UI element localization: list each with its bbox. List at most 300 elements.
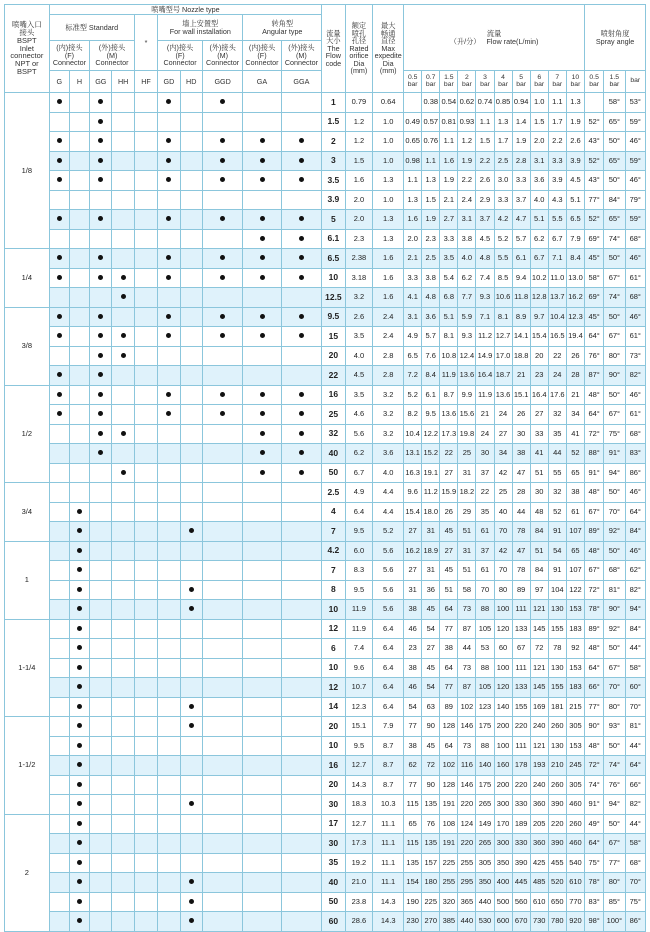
flow-rate-cell: 5.1 <box>440 307 458 327</box>
flow-rate-cell: 22 <box>476 483 494 503</box>
available-dot-icon <box>220 392 225 397</box>
connector-header-line: Connector <box>245 58 279 68</box>
flow-rate-cell: 51 <box>440 580 458 600</box>
flow-rate-cell: 5.7 <box>422 327 440 347</box>
available-dot-icon <box>166 392 171 397</box>
spray-angle-cell: 80° <box>604 873 625 893</box>
available-dot-icon <box>299 177 304 182</box>
flow-rate-cell: 52 <box>566 444 584 464</box>
flow-rate-cell: 1.9 <box>566 112 584 132</box>
flow-code-cell: 6 <box>322 639 345 659</box>
available-dot-icon <box>57 177 62 182</box>
flow-rate-cell: 220 <box>548 814 566 834</box>
flow-rate-cell: 22 <box>440 444 458 464</box>
spray-angle-cell: 50° <box>604 249 625 269</box>
flow-rate-cell: 175 <box>476 717 494 737</box>
availability-cell <box>281 132 322 152</box>
flow-rate-cell: 18.0 <box>422 502 440 522</box>
flow-rate-cell: 15.4 <box>530 327 548 347</box>
flow-rate-cell: 15.2 <box>422 444 440 464</box>
flow-rate-cell: 35 <box>476 502 494 522</box>
table-row <box>5 756 646 776</box>
availability-cell <box>49 541 69 561</box>
flow-rate-cell: 210 <box>548 756 566 776</box>
flow-rate-cell: 11.9 <box>476 385 494 405</box>
availability-cell <box>281 463 322 483</box>
availability-cell <box>202 444 242 464</box>
flow-rate-cell: 23 <box>404 639 422 659</box>
flow-rate-cell: 260 <box>566 814 584 834</box>
connector-header-line: (内)接头 <box>56 43 83 53</box>
available-dot-icon <box>166 275 171 280</box>
orifice-cell: 6.2 <box>345 444 373 464</box>
flow-rate-cell: 18.7 <box>494 366 512 386</box>
availability-cell <box>281 834 322 854</box>
max-expedite-cell: 7.9 <box>373 717 404 737</box>
availability-cell <box>49 658 69 678</box>
availability-cell <box>180 132 202 152</box>
availability-cell <box>49 561 69 581</box>
flow-rate-cell: 8.1 <box>440 327 458 347</box>
spray-angle-cell: 70° <box>604 502 625 522</box>
flow-rate-cell: 3.0 <box>494 171 512 191</box>
table-row <box>5 522 646 542</box>
spray-angle-cell: 94° <box>604 463 625 483</box>
availability-cell <box>90 697 112 717</box>
flow-rate-cell: 76 <box>422 814 440 834</box>
flow-rate-cell: 560 <box>512 892 530 912</box>
availability-cell <box>158 892 180 912</box>
flow-rate-cell: 46 <box>404 619 422 639</box>
spray-angle-cell <box>585 93 604 113</box>
spray-angle-cell: 82° <box>625 366 646 386</box>
spray-angle-cell: 46° <box>625 249 646 269</box>
spray-angle-cell: 46° <box>625 385 646 405</box>
flow-rate-cell: 730 <box>530 912 548 932</box>
spray-angle-cell: 72° <box>585 756 604 776</box>
nozzle-type-header: 喷嘴型号 Nozzle type <box>49 5 322 15</box>
inlet-size-cell: 3/8 <box>5 307 50 385</box>
male-connector-header <box>202 41 242 71</box>
flow-rate-cell: 51 <box>530 463 548 483</box>
availability-cell <box>90 600 112 620</box>
flow-rate-cell: 145 <box>530 619 548 639</box>
flow-rate-cell: 1.5 <box>476 132 494 152</box>
availability-cell <box>202 385 242 405</box>
flow-code-header-line: 大小 <box>326 36 341 46</box>
availability-cell <box>69 307 89 327</box>
spray-angle-cell: 81° <box>625 717 646 737</box>
orifice-cell: 3.5 <box>345 327 373 347</box>
available-dot-icon <box>189 801 194 806</box>
flow-rate-cell: 90 <box>422 775 440 795</box>
flow-rate-cell: 4.5 <box>476 229 494 249</box>
availability-cell <box>281 853 322 873</box>
availability-cell <box>202 307 242 327</box>
available-dot-icon <box>166 333 171 338</box>
flow-rate-cell: 0.57 <box>422 112 440 132</box>
availability-cell <box>112 834 134 854</box>
orifice-cell: 11.9 <box>345 619 373 639</box>
flow-rate-cell: 91 <box>548 561 566 581</box>
availability-cell <box>158 853 180 873</box>
orifice-cell: 3.18 <box>345 268 373 288</box>
orifice-cell: 28.6 <box>345 912 373 932</box>
spray-angle-cell: 46° <box>625 541 646 561</box>
flow-rate-cell: 53 <box>476 639 494 659</box>
flow-rate-cell: 200 <box>494 717 512 737</box>
available-dot-icon <box>77 879 82 884</box>
flow-code-cell: 8 <box>322 580 345 600</box>
spray-angle-cell: 59° <box>625 210 646 230</box>
flow-rate-cell: 7.1 <box>476 307 494 327</box>
orifice-cell: 4.6 <box>345 405 373 425</box>
flow-rate-cell: 145 <box>530 678 548 698</box>
flow-rate-cell: 11.0 <box>548 268 566 288</box>
flow-rate-cell: 87 <box>458 678 476 698</box>
available-dot-icon <box>57 275 62 280</box>
max-expedite-header-line: 直径 <box>381 36 396 46</box>
flow-rate-cell: 5.7 <box>512 229 530 249</box>
availability-cell <box>180 756 202 776</box>
availability-cell <box>243 112 281 132</box>
flow-rate-cell: 30 <box>530 483 548 503</box>
availability-cell <box>243 424 281 444</box>
spray-angle-cell: 50° <box>604 814 625 834</box>
flow-rate-cell: 8.1 <box>494 307 512 327</box>
availability-cell <box>134 892 157 912</box>
availability-cell <box>134 834 157 854</box>
orifice-cell: 15.1 <box>345 717 373 737</box>
pressure-value: 0.7 <box>426 73 436 81</box>
flow-rate-cell: 8.9 <box>512 307 530 327</box>
flow-rate-cell: 64 <box>440 600 458 620</box>
flow-rate-cell: 6.8 <box>440 288 458 308</box>
orifice-cell: 21.0 <box>345 873 373 893</box>
table-row <box>5 171 646 191</box>
spray-angle-cell: 66° <box>625 775 646 795</box>
pressure-unit: bar <box>480 80 490 88</box>
flow-rate-cell: 149 <box>476 814 494 834</box>
flow-code-header-line: Flow <box>325 51 341 61</box>
availability-cell <box>281 736 322 756</box>
flow-code-cell: 12 <box>322 678 345 698</box>
available-dot-icon <box>98 158 103 163</box>
availability-cell <box>90 873 112 893</box>
flow-code-cell: 30 <box>322 795 345 815</box>
flow-rate-cell: 73 <box>458 658 476 678</box>
availability-cell <box>243 912 281 932</box>
orifice-cell: 9.5 <box>345 736 373 756</box>
availability-cell <box>134 327 157 347</box>
available-dot-icon <box>77 801 82 806</box>
availability-cell <box>49 112 69 132</box>
flow-rate-cell: 4.3 <box>548 190 566 210</box>
availability-cell <box>49 736 69 756</box>
orifice-cell: 17.3 <box>345 834 373 854</box>
spray-angle-cell: 74° <box>604 756 625 776</box>
flow-rate-cell: 77 <box>404 717 422 737</box>
availability-cell <box>243 307 281 327</box>
max-expedite-header-line: 最大 <box>381 21 396 31</box>
flow-rate-cell: 183 <box>566 619 584 639</box>
table-row <box>5 580 646 600</box>
flow-rate-cell: 14.9 <box>476 346 494 366</box>
flow-rate-cell: 48 <box>530 502 548 522</box>
flow-rate-cell: 45 <box>422 600 440 620</box>
flow-rate-cell: 11.9 <box>440 366 458 386</box>
availability-cell <box>180 405 202 425</box>
spray-angle-cell: 83° <box>625 444 646 464</box>
availability-cell <box>202 639 242 659</box>
availability-cell <box>69 561 89 581</box>
flow-rate-cell: 130 <box>548 658 566 678</box>
flow-rate-cell: 350 <box>494 853 512 873</box>
table-row <box>5 249 646 269</box>
max-expedite-cell: 1.3 <box>373 171 404 191</box>
max-expedite-cell: 8.7 <box>373 775 404 795</box>
availability-cell <box>134 346 157 366</box>
availability-cell <box>202 892 242 912</box>
availability-cell <box>49 132 69 152</box>
flow-rate-cell: 27 <box>404 522 422 542</box>
flow-code-cell: 1.5 <box>322 112 345 132</box>
inlet-header-line: NPT or <box>15 59 39 69</box>
flow-code-cell: 15 <box>322 327 345 347</box>
pressure-value: 2 <box>465 73 469 81</box>
availability-cell <box>112 288 134 308</box>
availability-cell <box>90 327 112 347</box>
flow-rate-cell: 265 <box>476 834 494 854</box>
flow-rate-cell: 54 <box>422 678 440 698</box>
spray-angle-cell: 78° <box>585 600 604 620</box>
flow-rate-cell: 115 <box>404 834 422 854</box>
spray-angle-cell: 86° <box>625 463 646 483</box>
availability-cell <box>158 405 180 425</box>
availability-cell <box>281 658 322 678</box>
female-connector-header <box>243 41 281 71</box>
flow-rate-cell: 1.7 <box>548 112 566 132</box>
availability-cell <box>180 736 202 756</box>
flow-rate-cell: 295 <box>458 873 476 893</box>
flow-rate-cell: 61 <box>476 561 494 581</box>
flow-rate-cell: 1.9 <box>512 132 530 152</box>
available-dot-icon <box>57 138 62 143</box>
availability-cell <box>49 580 69 600</box>
availability-cell <box>69 483 89 503</box>
table-row <box>5 385 646 405</box>
flow-rate-cell: 58 <box>458 580 476 600</box>
flow-code-cell: 25 <box>322 405 345 425</box>
flow-rate-cell: 102 <box>458 697 476 717</box>
flow-rate-cell: 24 <box>476 424 494 444</box>
available-dot-icon <box>98 99 103 104</box>
flow-rate-cell: 255 <box>458 853 476 873</box>
flow-rate-cell: 7.1 <box>548 249 566 269</box>
angle-pressure-header <box>585 71 604 93</box>
table-row <box>5 288 646 308</box>
available-dot-icon <box>260 138 265 143</box>
flow-rate-cell: 60 <box>494 639 512 659</box>
availability-cell <box>180 580 202 600</box>
availability-cell <box>112 424 134 444</box>
flow-rate-cell: 15.9 <box>440 483 458 503</box>
spray-angle-cell: 84° <box>604 190 625 210</box>
availability-cell <box>158 171 180 191</box>
table-row <box>5 132 646 152</box>
max-expedite-cell: 14.3 <box>373 892 404 912</box>
flow-rate-cell: 107 <box>566 561 584 581</box>
availability-cell <box>158 912 180 932</box>
availability-cell <box>69 385 89 405</box>
availability-cell <box>69 522 89 542</box>
flow-rate-cell: 21 <box>512 366 530 386</box>
flow-rate-cell: 7.4 <box>476 268 494 288</box>
flow-rate-cell: 455 <box>548 853 566 873</box>
availability-cell <box>49 405 69 425</box>
availability-cell <box>134 658 157 678</box>
connector-header-line: (F) <box>64 50 74 60</box>
flow-rate-cell: 25 <box>494 483 512 503</box>
availability-cell <box>49 229 69 249</box>
male-connector-header <box>281 41 322 71</box>
flow-rate-cell: 2.8 <box>512 151 530 171</box>
flow-rate-cell: 17.0 <box>494 346 512 366</box>
spray-angle-cell: 67° <box>585 502 604 522</box>
availability-cell <box>49 873 69 893</box>
spray-angle-cell: 74° <box>585 775 604 795</box>
flow-rate-cell: 42 <box>494 463 512 483</box>
max-expedite-cell: 2.4 <box>373 327 404 347</box>
availability-cell <box>202 171 242 191</box>
availability-cell <box>180 93 202 113</box>
inlet-header-line: Inlet <box>19 43 34 53</box>
flow-rate-cell: 155 <box>548 678 566 698</box>
flow-rate-cell: 26 <box>566 346 584 366</box>
flow-rate-cell: 128 <box>440 717 458 737</box>
max-expedite-cell: 6.4 <box>373 639 404 659</box>
flow-rate-cell: 320 <box>440 892 458 912</box>
available-dot-icon <box>77 840 82 845</box>
availability-cell <box>49 424 69 444</box>
flow-rate-cell: 10.4 <box>548 307 566 327</box>
flow-rate-cell: 8.4 <box>566 249 584 269</box>
table-row <box>5 561 646 581</box>
availability-cell <box>243 268 281 288</box>
flow-rate-cell: 15.6 <box>458 405 476 425</box>
availability-cell <box>180 463 202 483</box>
available-dot-icon <box>77 567 82 572</box>
flow-rate-cell: 7.9 <box>566 229 584 249</box>
spray-angle-cell: 100° <box>604 912 625 932</box>
available-dot-icon <box>77 918 82 923</box>
flow-rate-cell: 121 <box>530 658 548 678</box>
flow-rate-cell: 44 <box>458 639 476 659</box>
orifice-header-line: 喷孔 <box>351 28 367 38</box>
availability-cell <box>180 658 202 678</box>
availability-cell <box>134 405 157 425</box>
flow-rate-cell: 18.2 <box>458 483 476 503</box>
available-dot-icon <box>121 294 126 299</box>
availability-cell <box>202 736 242 756</box>
orifice-cell: 10.7 <box>345 678 373 698</box>
available-dot-icon <box>77 665 82 670</box>
availability-cell <box>180 385 202 405</box>
angle-pressure-header <box>604 71 625 93</box>
flow-rate-cell: 100 <box>494 658 512 678</box>
spray-angle-cell: 98° <box>585 912 604 932</box>
flow-rate-cell: 25 <box>458 444 476 464</box>
flow-code-cell: 10 <box>322 658 345 678</box>
availability-cell <box>49 717 69 737</box>
flow-rate-cell: 220 <box>512 717 530 737</box>
availability-cell <box>158 717 180 737</box>
flow-rate-cell: 52 <box>548 502 566 522</box>
max-expedite-cell: 8.7 <box>373 736 404 756</box>
type-code-header: G <box>49 71 69 93</box>
spray-angle-header <box>585 5 646 71</box>
availability-cell <box>134 190 157 210</box>
type-code-header: GD <box>158 71 180 93</box>
availability-cell <box>112 502 134 522</box>
availability-cell <box>69 327 89 347</box>
flow-rate-cell: 1.9 <box>422 210 440 230</box>
flow-rate-cell: 70 <box>494 522 512 542</box>
available-dot-icon <box>98 119 103 124</box>
availability-cell <box>112 717 134 737</box>
flow-rate-cell: 1.2 <box>458 132 476 152</box>
spray-angle-cell: 50° <box>604 639 625 659</box>
availability-cell <box>112 483 134 503</box>
availability-cell <box>49 366 69 386</box>
flow-code-cell: 20 <box>322 346 345 366</box>
table-row <box>5 502 646 522</box>
orifice-cell: 0.79 <box>345 93 373 113</box>
orifice-cell: 2.6 <box>345 307 373 327</box>
flow-code-header-line: The <box>327 43 340 53</box>
pressure-value: 10 <box>571 73 580 81</box>
pressure-value: 7 <box>555 73 560 81</box>
pressure-unit: bar <box>552 80 563 88</box>
availability-cell <box>158 522 180 542</box>
flow-rate-cell: 3.6 <box>530 171 548 191</box>
nozzle-spec-table-wrapper <box>4 4 646 932</box>
orifice-header-line: (mm) <box>350 66 368 76</box>
pressure-value: 1.5 <box>444 73 454 81</box>
inlet-header-line: BSPT <box>17 35 37 45</box>
availability-cell <box>202 366 242 386</box>
spray-angle-cell: 67° <box>604 405 625 425</box>
pressure-unit: bar <box>609 80 620 88</box>
flow-code-cell: 1 <box>322 93 345 113</box>
availability-cell <box>202 775 242 795</box>
spray-angle-cell: 65° <box>604 151 625 171</box>
flow-code-cell: 5 <box>322 210 345 230</box>
availability-cell <box>180 268 202 288</box>
pressure-unit: bar <box>498 80 508 88</box>
availability-cell <box>69 463 89 483</box>
flow-rate-cell: 7.7 <box>458 288 476 308</box>
connector-header-line: (F) <box>175 50 185 60</box>
orifice-header <box>345 5 373 93</box>
flow-rate-cell: 87 <box>458 619 476 639</box>
flow-rate-cell: 9.4 <box>512 268 530 288</box>
flow-rate-cell: 4.1 <box>404 288 422 308</box>
orifice-header-line: orifice <box>349 51 369 61</box>
flow-rate-cell: 105 <box>476 619 494 639</box>
flow-rate-cell: 0.98 <box>404 151 422 171</box>
spray-angle-cell: 46° <box>625 171 646 191</box>
